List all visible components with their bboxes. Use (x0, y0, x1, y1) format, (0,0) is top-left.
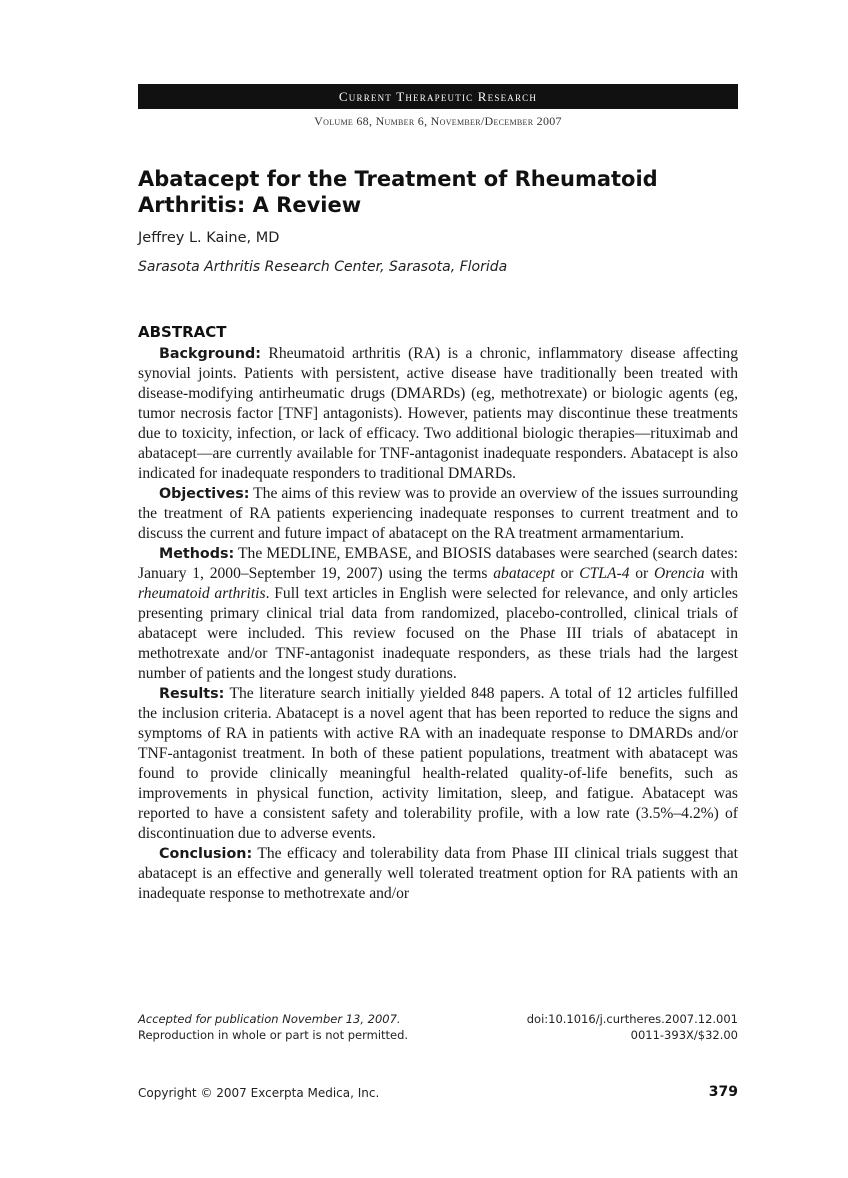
conclusion-text: The efficacy and tolerability data from Phase III clinical trials suggest that abatacept is an effective and generally well tolerated treatment option for RA patients with an inadequate response to methotrexate and/or (138, 845, 738, 902)
conclusion-paragraph (138, 844, 738, 904)
issue-info: Volume 68, Number 6, November/December 2007 (314, 114, 562, 128)
methods-text: . Full text articles in English were selected for relevance, and only articles presenting primary clinical trial data from randomized, placebo-controlled, clinical trials of abatacept were included. This review focused on the Phase III trials of abatacept in methotrexate and/or TNF-antagonist inadequate responders, as these trials had the largest number of patients and the longest study durations. (138, 585, 738, 682)
search-term: CTLA-4 (579, 565, 630, 582)
search-term: Orencia (654, 565, 705, 582)
background-text: Rheumatoid arthritis (RA) is a chronic, inflammatory disease affecting synovial joints. Patients with persistent, active disease have traditionally been treated with disease-modifying antirheumatic drugs (DMARDs) (eg, methotrexate) or biologic agents (eg, tumor necrosis factor [TNF] antagonists). However, patients may discontinue these treatments due to toxicity, infection, or lack of efficacy. Two additional biologic therapies—rituximab and abatacept—are currently available for TNF-antagonist inadequate responders. Abatacept is also indicated for inadequate responders to traditional DMARDs. (138, 345, 738, 482)
doi: doi:10.1016/j.curtheres.2007.12.001 (526, 1012, 738, 1026)
page-number: 379 (708, 1084, 738, 1100)
methods-text: or (554, 565, 580, 582)
results-paragraph (138, 684, 738, 844)
accepted-date: Accepted for publication November 13, 2007. (138, 1012, 401, 1026)
methods-label: Methods: (159, 546, 235, 562)
search-term: rheumatoid arthritis (138, 585, 266, 602)
results-text: The literature search initially yielded 848 papers. A total of 12 articles fulfilled the inclusion criteria. Abatacept is a novel agent that has been reported to reduce the signs and symptoms of RA in patients with active RA with an inadequate response to DMARDs and/or TNF-antagonist treatment. In both of these patient populations, treatment with abatacept was found to provide clinically meaningful health-related quality-of-life benefits, such as improvements in physical function, activity limitation, sleep, and fatigue. Abatacept was reported to have a consistent safety and tolerability profile, with a low rate (3.5%–4.2%) of discontinuation due to adverse events. (138, 685, 738, 842)
publication-notes (138, 1011, 408, 1043)
methods-paragraph (138, 544, 738, 684)
objectives-text: The aims of this review was to provide an overview of the issues surrounding the treatment of RA patients experiencing inadequate responses to current treatment and to discuss the current and future impact of abatacept on the RA treatment armamentarium. (138, 485, 738, 542)
conclusion-label: Conclusion: (159, 846, 253, 862)
issn-price: 0011-393X/$32.00 (630, 1028, 738, 1042)
article-title: Abatacept for the Treatment of Rheumatoid Arthritis: A Review (138, 167, 658, 217)
objectives-paragraph (138, 484, 738, 544)
objectives-label: Objectives: (159, 486, 250, 502)
reproduction-notice: Reproduction in whole or part is not permitted. (138, 1028, 409, 1042)
abstract-heading: ABSTRACT (138, 323, 227, 341)
journal-name-banner: Current Therapeutic Research (138, 84, 738, 109)
results-label: Results: (159, 686, 225, 702)
article-author: Jeffrey L. Kaine, MD (138, 230, 280, 246)
methods-text: or (629, 565, 654, 582)
search-term: abatacept (493, 565, 555, 582)
author-affiliation: Sarasota Arthritis Research Center, Sarasota, Florida (138, 259, 508, 275)
methods-text: The MEDLINE, EMBASE, and BIOSIS databases were searched (search dates: January 1, 2000–September 19, 2007) using the terms (138, 545, 738, 582)
copyright-notice: Copyright © 2007 Excerpta Medica, Inc. (138, 1086, 380, 1100)
article-identifiers (527, 1011, 738, 1043)
background-paragraph (138, 344, 738, 484)
methods-text: with (704, 565, 739, 582)
background-label: Background: (159, 346, 261, 362)
abstract-body (138, 344, 738, 904)
